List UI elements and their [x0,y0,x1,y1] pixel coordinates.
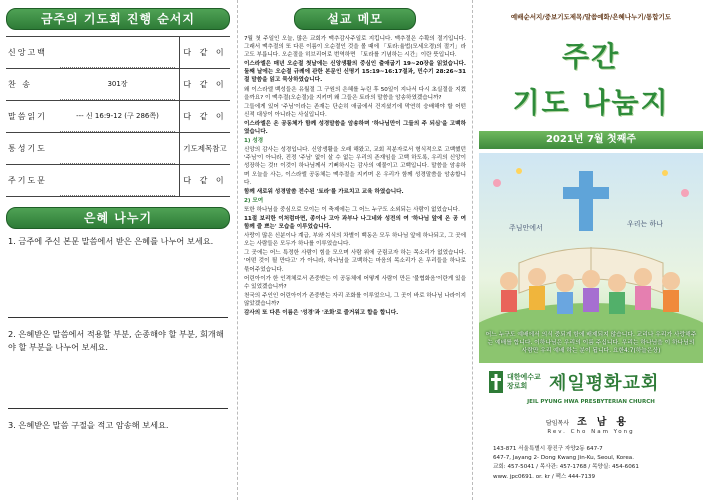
pastor-en-part: Cho [570,429,588,435]
worship-order-table [6,36,230,197]
order-detail [60,37,175,68]
order-detail: 301장 [60,69,175,100]
order-leader: 다 같 이 [179,165,230,196]
denomination [507,373,543,391]
order-label: 찬 송 [8,80,32,89]
order-leader: 다 같 이 [179,37,230,68]
sermon-paragraph: 또한 하나님을 중심으로 모이는 이 축제에는 그 어느 누구도 소외되는 사람이 없었습니다. [244,206,460,213]
order-row-lords-prayer [6,165,230,197]
order-detail [60,165,175,196]
worship-order-banner: 금주의 기도회 진행 순서지 [6,8,230,30]
sermon-heading-1: 1) 성경 [244,138,264,145]
sermon-paragraph: 이스라엘은 온 공동체가 함께 성경말씀을 암송하며 '하나님만이 그들의 주 되심'을 고백하였습니다. [244,120,466,136]
cover-title-line2: 기도 나눔지 [512,86,670,119]
sermon-paragraph: 7월 첫 주일인 오늘, 많은 교회가 맥추감사주일로 지킵니다. 맥추절은 수확의 절기입니다. 그래서 맥추절의 또 다른 이름이 오순절인 것을 볼 때에 「토라:율법(모세오경)의 절기」라고도 부릅니다. 오순절을 히브리어로 번역하면 「토라를 기념하는 시간」이란 뜻입니다. [244,36,466,59]
cover-title-line1: 주간 [561,40,621,73]
cover-illustration [479,153,703,363]
order-row-confession [6,37,230,69]
order-label: 통성기도 [8,144,47,153]
cover-column [474,0,708,500]
church-address [479,445,703,482]
pastor-en-part: Yong [613,429,635,435]
address-line: 647-7, Jayang 2- Dong Kwang Jin-Ku, Seoul, Korea. [493,455,634,462]
order-detail: --- 신 16:9-12 (구 286쪽) [60,101,175,132]
order-label: 신앙고백 [8,48,47,57]
sermon-paragraph: 그 곳에는 어느 특정한 사람이 힘을 모으며 사람 위에 군림코자 하는 목소리가 없었습니다. '어떤 것이 될 만다고' 가 아니라, 하나님을 고백하는 마음의 목소리가 온 무리들을 하나로 묶어주었습니다. [244,250,466,273]
church-logo-icon [489,371,503,393]
illustration-verse: 어느 누구도 예배에서 의식 중되게 함에 배제되지 않습니다. 교리나 우리가 사랑해주는 예배를 합니다. 이하나님은 우리의 이름 주십니다. 우리는 하나님을 이 하나님의 사람만 우리 예배 하는 분이 됩니다. 요한4:7(하늘은상) [485,332,697,354]
sermon-heading-2: 2) 모여 [244,197,264,204]
church-name-english: JEIL PYUNG HWA PRESBYTERIAN CHURCH [527,399,655,405]
sermon-paragraph: 천국의 주인인 어린아이가 존중받는 자리 조화를 이루었으니, 그 곳이 바로 하나님 나라이지 않았겠습니까? [244,292,466,307]
grace-sharing-banner: 은혜 나누기 [6,207,230,229]
sermon-column [237,0,473,500]
church-header [479,367,703,397]
grace-question-3: 3. 은혜받은 말씀 구절을 적고 암송해 보세요. [8,420,169,430]
grace-question-2: 2. 은혜받은 말씀에서 적용할 부분, 순종해야 할 부분, 회개해야 할 부분을 나누어 보세요. [8,324,228,409]
cross-icon [579,171,593,231]
contact-line: 교회: 457-5041 / 목사관: 457-1768 / 목양실: 454-6061 [493,464,639,471]
pastor-title: 담임목사 [545,420,570,427]
pastor-en-prefix: Rev. [547,429,567,435]
sermon-paragraph: 어린아이가 한 인격체로서 존중받는 이 공동체에 어떻게 사람이 만든 '불협화음'이란게 있을 수 있었겠습니까? [244,275,466,290]
sermon-paragraph: 사랑이 많은 신분이나 계급, 부와 지식의 차별이 백동은 모두 하나님 앞에 하나되고, 그 곳에 오는 사람들은 모두가 하나를 이루었습니다. [244,233,466,248]
grace-question-1: 1. 금주에 주신 본문 말씀에서 받은 은혜를 나누어 보세요. [8,235,228,318]
sermon-paragraph: 11절 보리한 이처럼마면, 종이나 고아 과부나 나그네와 성전의 여 '하나님 앞에 온 공 여 함께 즐 쁘는' 모습을 이루었습니다. [244,215,466,231]
pastor-en-part: Nam [591,429,610,435]
pastor-name: 조남용 [577,417,637,428]
order-label: 주기도문 [8,176,47,185]
order-leader: 기도제목참고 [179,133,230,164]
sermon-paragraph: 그들에게 있어 '주님'이라는 존재는 단순히 애굽에서 건지셨기에 막연히 숭배해야 할 어떤 신적 대상이 아니라는 사실입니다. [244,103,466,118]
order-label: 말씀읽기 [8,112,47,121]
sermon-paragraph: 왜 이스라엘 백성들은 유월절 그 구원의 은혜를 누린 후 50일이 지나서 다시 초실절을 지켰을까요? 이 맥추절(오순절)을 지키며 왜 그들은 토라의 말씀을 암송하였겠습니까? [244,86,466,101]
worship-column [0,0,236,500]
content-tags: 예배순서지/중보기도제목/말씀예화/은혜나누기/통합기도 [510,13,672,21]
pastor-info [479,413,703,428]
issue-date: 2021년 7월 첫째주 [479,131,703,149]
denomination-line2: 장로회 [507,382,528,390]
church-name: 제일평화교회 [549,373,660,394]
order-detail [60,133,175,164]
pastor-name-english [479,429,703,435]
website-line: www. jpc0691. or. kr / 팩스 444-7139 [493,473,595,480]
order-row-reading [6,101,230,133]
sermon-memo-banner: 설교 메모 [294,8,416,30]
illustration-caption-left: 주님안에서 [509,224,543,232]
sermon-paragraph: 신앙의 감사는 성경입니다. 신앙생활을 오래 해왔고, 교회 직분자로서 형식적으로 고백했던 '주님'이 아니라, 진정 '주님' 없이 살 수 없는 우리의 존재임을 고백 하도록, 우리의 신앙이 성장하는 것!! 이것이 하나님께서 기뻐하시는 감사의 예물이고 고백입니다. 말씀을 암송하며 오늘을 사는, 이스라엘 공동체는 맥추절을 지키며 온 우리가 함께 성경말씀을 암송합니다. [244,147,466,186]
order-leader: 다 같 이 [179,101,230,132]
sermon-paragraph: 함께 새로워 성경말씀 전수된 '토라'를 가르치고 교육 하였습니다. [244,188,404,195]
address-line: 143-871 서울특별시 광진구 자양2동 647-7 [493,446,603,452]
illustration-caption-right: 우리는 하나 [627,220,664,228]
denomination-line1: 대한예수교 [507,373,541,381]
sermon-paragraph: 이스라엘은 매년 오순절 첫날에는 신앙생활의 중심인 출애굽기 19~20장을 읽었습니다. 둘째 날에는 오순절 규례에 관한 본문인 신명기 15:19~16:17절과, 민수기 28:26~31절 말씀을 읽고 묵상하였습니다. [244,61,466,84]
sermon-paragraph: 감사의 또 다른 이름은 '성경'과 '조화'로 즐거워고 합을 합니다. [244,310,399,316]
order-leader: 다 같 이 [179,69,230,100]
order-row-prayer [6,133,230,165]
order-row-hymn [6,69,230,101]
sermon-text [244,35,466,317]
